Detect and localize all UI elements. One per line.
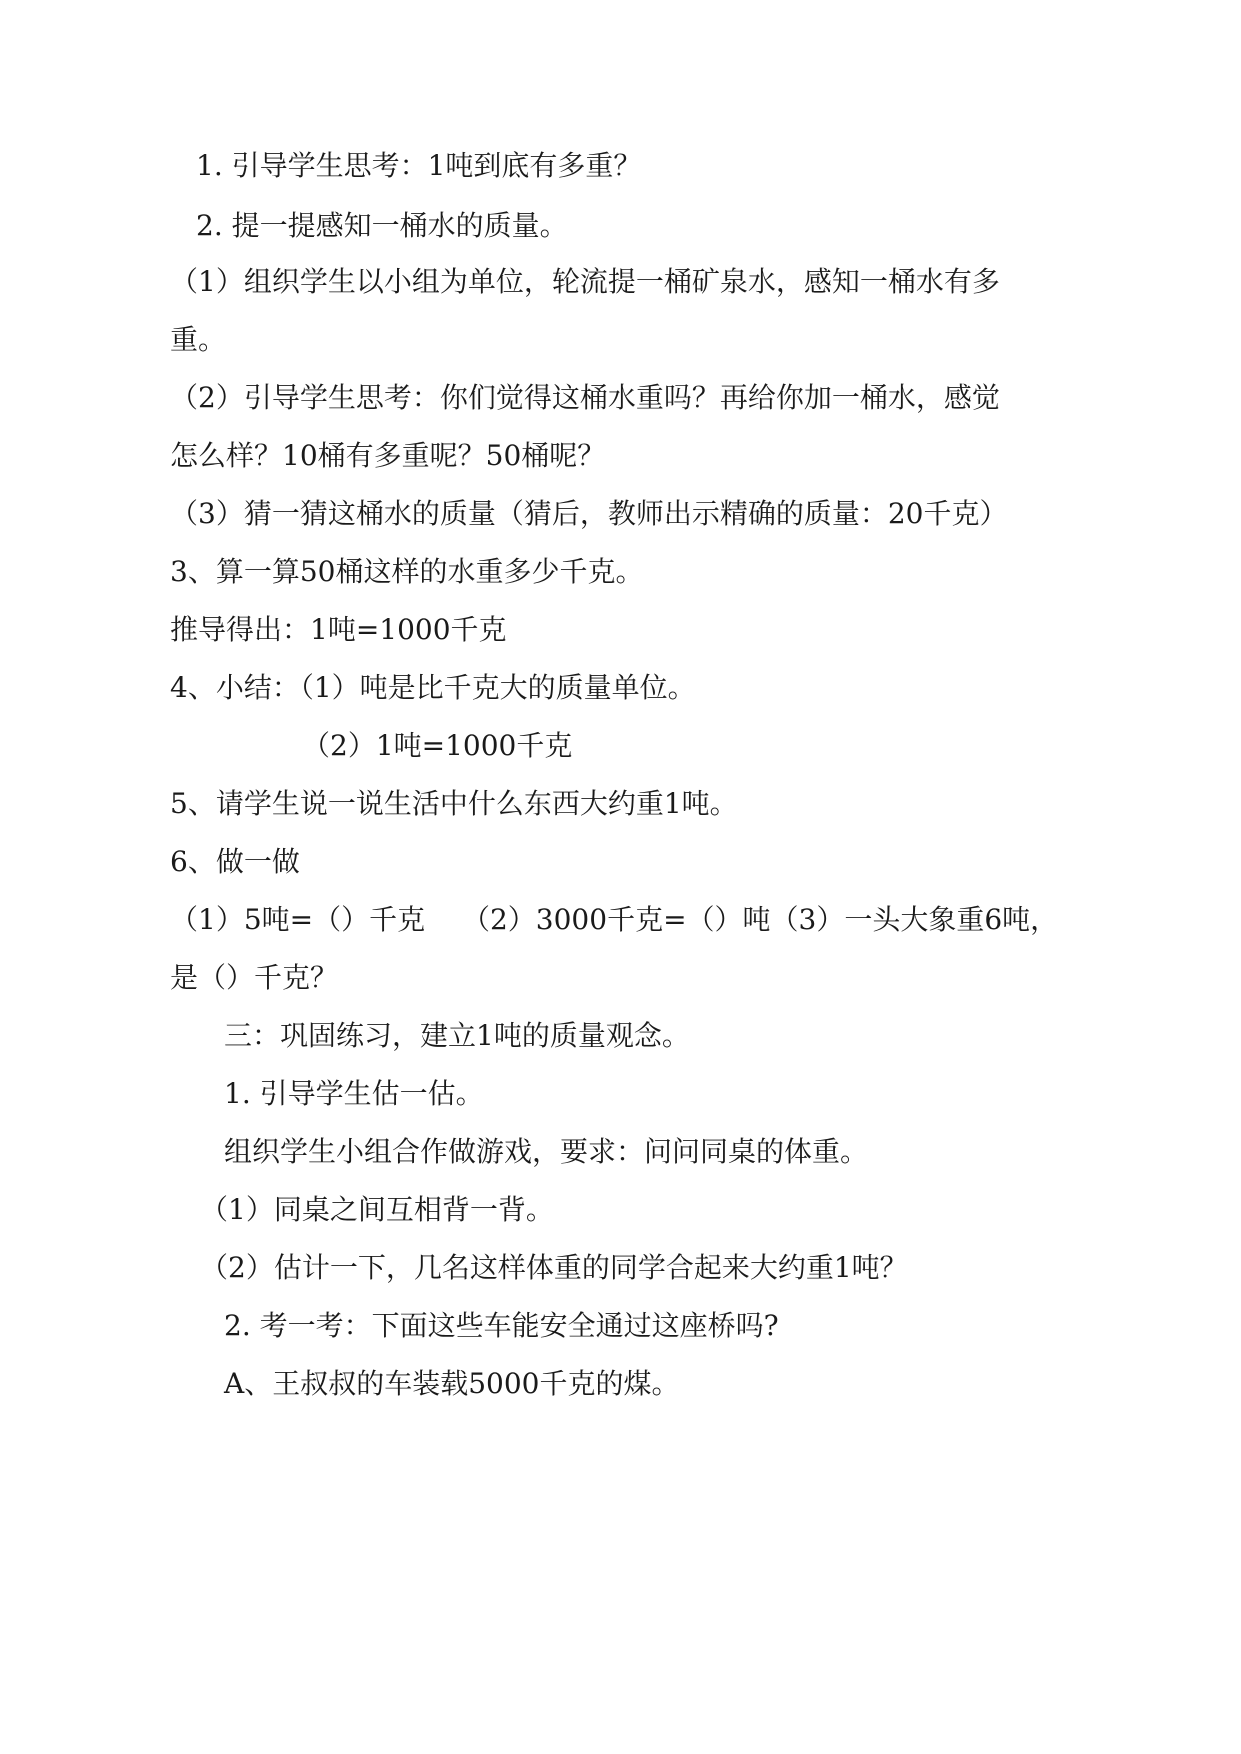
text-line: （1）5吨=（）千克 （2）3000千克=（）吨（3）一头大象重6吨，	[170, 903, 1059, 936]
text-line: （1）同桌之间互相背一背。	[200, 1193, 554, 1226]
text-line: 1. 引导学生估一估。	[224, 1077, 484, 1110]
text-line: 2. 考一考：下面这些车能安全通过这座桥吗?	[224, 1309, 779, 1342]
text-line: 三：巩固练习，建立1吨的质量观念。	[224, 1019, 690, 1052]
text-line: （2）引导学生思考：你们觉得这桶水重吗？再给你加一桶水，感觉	[170, 381, 1000, 414]
text-line: 6、做一做	[170, 845, 300, 878]
text-line: 4、小结：（1）吨是比千克大的质量单位。	[170, 671, 696, 704]
text-line: 5、请学生说一说生活中什么东西大约重1吨。	[170, 787, 738, 820]
text-line: 怎么样？10桶有多重呢？50桶呢？	[170, 439, 606, 472]
text-line: （1）组织学生以小组为单位，轮流提一桶矿泉水，感知一桶水有多	[170, 265, 1000, 298]
text-line: 推导得出：1吨=1000千克	[170, 613, 507, 646]
text-line: （2）1吨=1000千克	[302, 729, 573, 762]
text-line: （3）猜一猜这桶水的质量（猜后，教师出示精确的质量：20千克）	[170, 497, 1008, 530]
text-line: 1. 引导学生思考：1吨到底有多重？	[196, 149, 642, 182]
text-line: 重。	[170, 323, 227, 356]
text-line: A、王叔叔的车装载5000千克的煤。	[224, 1367, 680, 1400]
text-line: 组织学生小组合作做游戏，要求：问问同桌的体重。	[224, 1135, 869, 1168]
text-line: （2）估计一下，几名这样体重的同学合起来大约重1吨？	[200, 1251, 908, 1284]
text-line: 是（）千克？	[170, 961, 339, 994]
text-line: 3、算一算50桶这样的水重多少千克。	[170, 555, 644, 588]
text-line: 2. 提一提感知一桶水的质量。	[196, 209, 568, 242]
